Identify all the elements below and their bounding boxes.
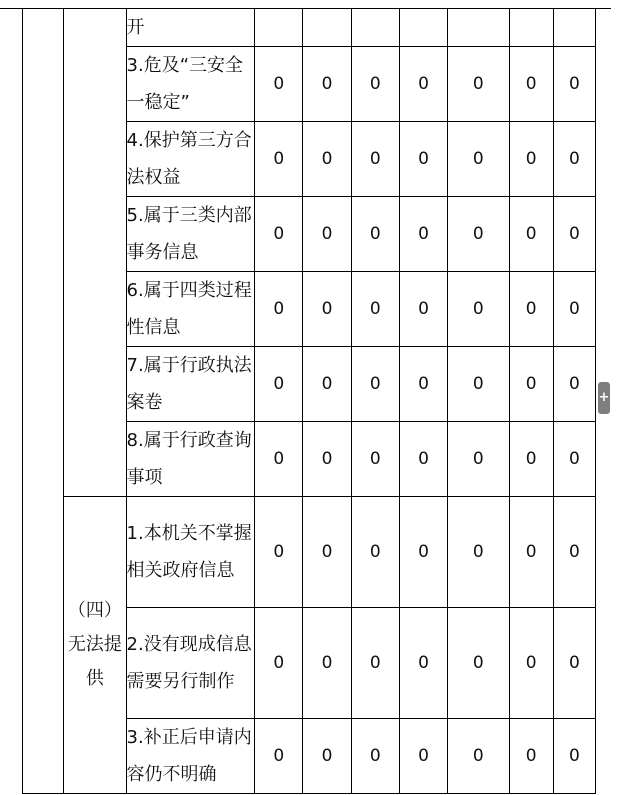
value-cell: 0	[303, 347, 351, 422]
value-cell: 0	[448, 347, 509, 422]
value-cell: 0	[351, 197, 399, 272]
value-cell: 0	[509, 719, 553, 794]
table-row	[23, 9, 596, 47]
value-cell: 0	[553, 272, 595, 347]
value-cell: 0	[448, 422, 509, 497]
reason-cell: 8.属于行政查询事项	[126, 422, 255, 497]
value-cell: 0	[509, 608, 553, 719]
reason-cell: 3.补正后申请内容仍不明确	[126, 719, 255, 794]
reason-cell: 1.本机关不掌握相关政府信息	[126, 497, 255, 608]
value-cell: 0	[448, 197, 509, 272]
value-cell: 0	[553, 608, 595, 719]
value-cell: 0	[448, 272, 509, 347]
value-cell: 0	[399, 47, 447, 122]
value-cell: 0	[255, 719, 303, 794]
value-cell: 0	[553, 122, 595, 197]
value-cell: 0	[303, 122, 351, 197]
value-cell: 0	[255, 122, 303, 197]
value-cell: 0	[303, 47, 351, 122]
value-cell: 0	[399, 347, 447, 422]
reason-cell: 开	[126, 9, 255, 47]
value-cell: 0	[399, 422, 447, 497]
reason-cell: 5.属于三类内部事务信息	[126, 197, 255, 272]
value-cell: 0	[399, 497, 447, 608]
value-cell: 0	[255, 347, 303, 422]
value-cell: 0	[303, 197, 351, 272]
value-cell: 0	[255, 47, 303, 122]
value-cell: 0	[255, 608, 303, 719]
value-cell	[351, 9, 399, 47]
category-cell-four: （四）无法提供	[64, 497, 126, 794]
value-cell: 0	[399, 608, 447, 719]
value-cell: 0	[509, 197, 553, 272]
value-cell	[553, 9, 595, 47]
value-cell: 0	[448, 122, 509, 197]
value-cell	[448, 9, 509, 47]
value-cell: 0	[351, 497, 399, 608]
table-row	[23, 497, 596, 608]
reason-cell: 4.保护第三方合法权益	[126, 122, 255, 197]
value-cell: 0	[509, 497, 553, 608]
value-cell: 0	[303, 608, 351, 719]
outer-category-cell	[23, 9, 64, 794]
value-cell: 0	[399, 122, 447, 197]
value-cell: 0	[509, 347, 553, 422]
value-cell: 0	[448, 719, 509, 794]
value-cell: 0	[303, 719, 351, 794]
value-cell: 0	[509, 422, 553, 497]
value-cell: 0	[553, 197, 595, 272]
value-cell: 0	[351, 422, 399, 497]
value-cell: 0	[448, 47, 509, 122]
value-cell: 0	[351, 122, 399, 197]
value-cell: 0	[351, 608, 399, 719]
value-cell: 0	[448, 497, 509, 608]
value-cell: 0	[303, 422, 351, 497]
value-cell: 0	[553, 719, 595, 794]
category-cell-three	[64, 9, 126, 497]
value-cell: 0	[553, 497, 595, 608]
value-cell: 0	[351, 347, 399, 422]
value-cell: 0	[255, 272, 303, 347]
value-cell: 0	[399, 272, 447, 347]
reason-cell: 7.属于行政执法案卷	[126, 347, 255, 422]
value-cell: 0	[303, 497, 351, 608]
value-cell: 0	[553, 347, 595, 422]
value-cell: 0	[553, 422, 595, 497]
value-cell: 0	[255, 497, 303, 608]
value-cell: 0	[255, 197, 303, 272]
value-cell: 0	[303, 272, 351, 347]
value-cell: 0	[351, 47, 399, 122]
value-cell: 0	[399, 719, 447, 794]
value-cell: 0	[509, 122, 553, 197]
value-cell: 0	[509, 272, 553, 347]
value-cell: 0	[399, 197, 447, 272]
value-cell: 0	[448, 608, 509, 719]
value-cell	[509, 9, 553, 47]
reason-cell: 2.没有现成信息需要另行制作	[126, 608, 255, 719]
reason-cell: 6.属于四类过程性信息	[126, 272, 255, 347]
value-cell: 0	[351, 272, 399, 347]
value-cell	[303, 9, 351, 47]
value-cell	[255, 9, 303, 47]
value-cell: 0	[255, 422, 303, 497]
statistics-table	[22, 8, 596, 794]
value-cell: 0	[509, 47, 553, 122]
reason-cell: 3.危及“三安全一稳定”	[126, 47, 255, 122]
add-row-handle-icon[interactable]: +	[598, 382, 610, 414]
value-cell	[399, 9, 447, 47]
value-cell: 0	[553, 47, 595, 122]
value-cell: 0	[351, 719, 399, 794]
